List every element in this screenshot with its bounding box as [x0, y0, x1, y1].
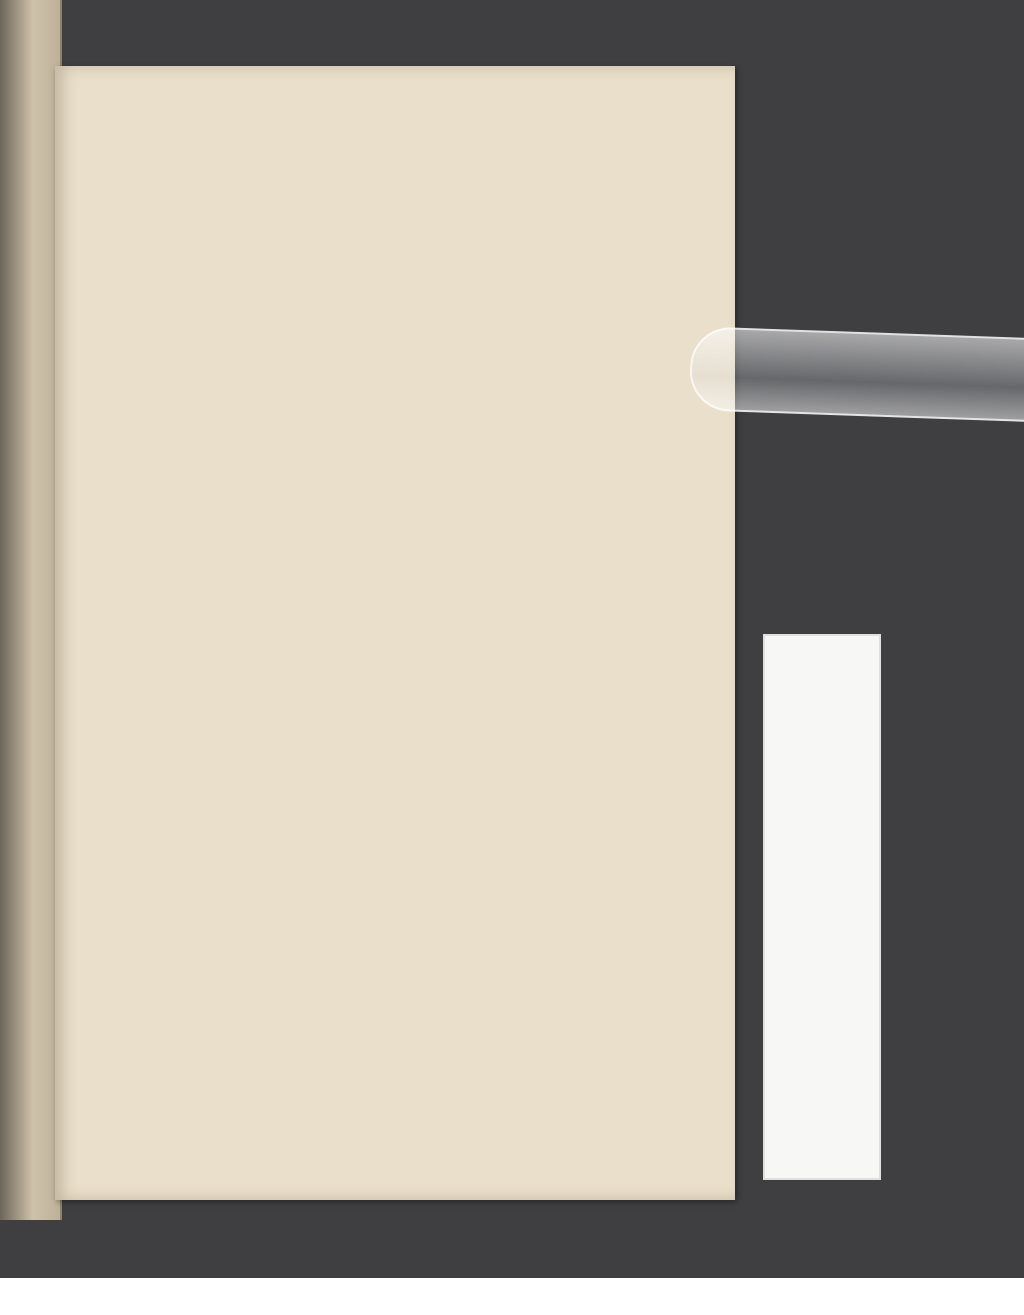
- footer-bar: [0, 1278, 1024, 1315]
- left-facing-page: [0, 0, 62, 1220]
- book-page: [55, 66, 735, 1200]
- color-reference-card: [763, 634, 881, 1180]
- transparent-bookmark: [689, 326, 1024, 422]
- hab-logo-icon: [6, 1284, 40, 1310]
